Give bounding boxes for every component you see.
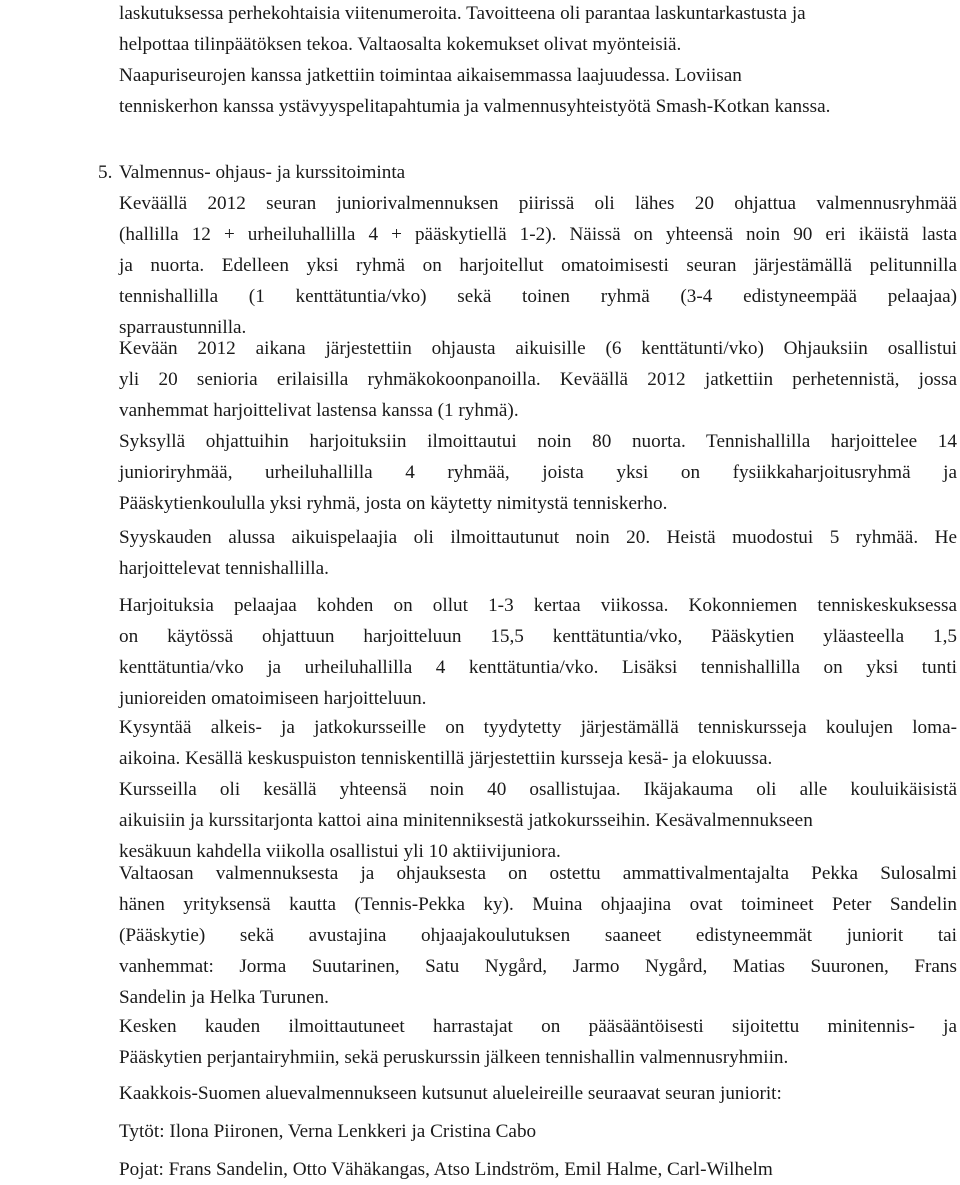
text-line: Syksyllä ohjattuihin harjoituksiin ilmoittautui noin 80 nuorta. Tennishallilla harjoittelee 14	[119, 431, 957, 452]
text-line: Valtaosan valmennuksesta ja ohjauksesta on ostettu ammattivalmentajalta Pekka Sulosalmi	[119, 863, 957, 884]
text-line: Pääskytien perjantairyhmiin, sekä peruskurssin jälkeen tennishallin valmennusryhmiin.	[119, 1047, 789, 1068]
text-line: hänen yrityksensä kautta (Tennis-Pekka ky). Muina ohjaajina ovat toimineet Peter Sandelin	[119, 894, 957, 915]
text-line: (hallilla 12 + urheiluhallilla 4 + pääskytiellä 1-2). Näissä on yhteensä noin 90 eri ikäistä lasta	[119, 224, 957, 245]
text-line: Kursseilla oli kesällä yhteensä noin 40 osallistujaa. Ikäjakauma oli alle kouluikäisistä	[119, 779, 957, 800]
paragraph-autumn-adults	[119, 522, 957, 584]
text-line: Naapuriseurojen kanssa jatkettiin toimintaa aikaisemmassa laajuudessa. Loviisan	[119, 65, 742, 86]
text-line: Kysyntää alkeis- ja jatkokursseille on tyydytetty järjestämällä tenniskursseja koulujen loma-	[119, 717, 957, 738]
text-line: Pääskytienkoululla yksi ryhmä, josta on käytetty nimitystä tenniskerho.	[119, 493, 668, 514]
text-line: Pojat: Frans Sandelin, Otto Vähäkangas, Atso Lindström, Emil Halme, Carl-Wilhelm	[119, 1159, 773, 1180]
text-line: laskutuksessa perhekohtaisia viitenumeroita. Tavoitteena oli parantaa laskuntarkastusta ja	[119, 3, 806, 24]
text-line: tennishallilla (1 kenttätuntia/vko) sekä toinen ryhmä (3-4 edistyneempää pelaajaa)	[119, 286, 957, 307]
text-line: vanhemmat harjoittelivat lastensa kanssa (1 ryhmä).	[119, 400, 519, 421]
paragraph-courses	[119, 712, 957, 867]
paragraph-coaches	[119, 858, 957, 1013]
text-line: Syyskauden alussa aikuispelaajia oli ilmoittautunut noin 20. Heistä muodostui 5 ryhmää. He	[119, 527, 957, 548]
paragraph-junior-groups	[119, 188, 957, 343]
paragraph-boys	[119, 1154, 957, 1185]
text-line: yli 20 senioria erilaisilla ryhmäkokoonpanoilla. Keväällä 2012 jatkettiin perhetennistä, jossa	[119, 369, 957, 390]
text-line: vanhemmat: Jorma Suutarinen, Satu Nygård, Jarmo Nygård, Matias Suuronen, Frans	[119, 956, 957, 977]
section-heading	[98, 157, 405, 188]
paragraph-autumn-enrollment	[119, 426, 957, 519]
text-line: on käytössä ohjattuun harjoitteluun 15,5 kenttätuntia/vko, Pääskytien yläasteella 1,5	[119, 626, 957, 647]
text-line: Sandelin ja Helka Turunen.	[119, 987, 329, 1008]
paragraph-adult-coaching	[119, 333, 957, 426]
intro-paragraph	[119, 0, 957, 60]
text-line: helpottaa tilinpäätöksen tekoa. Valtaosalta kokemukset olivat myönteisiä.	[119, 34, 682, 55]
paragraph-girls	[119, 1116, 957, 1147]
text-line: Keväällä 2012 seuran juniorivalmennuksen piirissä oli lähes 20 ohjattua valmennusryhmää	[119, 193, 957, 214]
text-line: Kesken kauden ilmoittautuneet harrastajat on pääsääntöisesti sijoitettu minitennis- ja	[119, 1016, 957, 1037]
section-number: 5.	[98, 162, 113, 183]
paragraph-regional-coaching	[119, 1078, 957, 1109]
paragraph-late-enrollment	[119, 1011, 957, 1073]
text-line: kenttätuntia/vko ja urheiluhallilla 4 kenttätuntia/vko. Lisäksi tennishallilla on yksi tunti	[119, 657, 957, 678]
paragraph-training-hours	[119, 590, 957, 714]
text-line: sparraustunnilla.	[119, 317, 247, 338]
text-line: Kaakkois-Suomen aluevalmennukseen kutsunut alueleireille seuraavat seuran juniorit:	[119, 1083, 782, 1104]
text-line: Harjoituksia pelaajaa kohden on ollut 1-3 kertaa viikossa. Kokonniemen tenniskeskuksessa	[119, 595, 957, 616]
text-line: harjoittelevat tennishallilla.	[119, 558, 329, 579]
text-line: junioriryhmää, urheiluhallilla 4 ryhmää, joista yksi on fysiikkaharjoitusryhmä ja	[119, 462, 957, 483]
text-line: Kevään 2012 aikana järjestettiin ohjausta aikuisille (6 kenttätunti/vko) Ohjauksiin osallistui	[119, 338, 957, 359]
text-line: ja nuorta. Edelleen yksi ryhmä on harjoitellut omatoimisesti seuran järjestämällä pelitunnilla	[119, 255, 957, 276]
neighbor-clubs-paragraph	[119, 60, 957, 122]
text-line: aikoina. Kesällä keskuspuiston tenniskentillä järjestettiin kursseja kesä- ja elokuussa.	[119, 748, 773, 769]
text-line: aikuisiin ja kurssitarjonta kattoi aina minitenniksestä jatkokursseihin. Kesävalmennukseen	[119, 810, 813, 831]
text-line: tenniskerhon kanssa ystävyyspelitapahtumia ja valmennusyhteistyötä Smash-Kotkan kanssa.	[119, 96, 831, 117]
section-title: Valmennus- ohjaus- ja kurssitoiminta	[119, 162, 406, 183]
text-line: kesäkuun kahdella viikolla osallistui yli 10 aktiivijuniora.	[119, 841, 561, 862]
text-line: junioreiden omatoimiseen harjoitteluun.	[119, 688, 427, 709]
text-line: Tytöt: Ilona Piironen, Verna Lenkkeri ja Cristina Cabo	[119, 1121, 537, 1142]
text-line: (Pääskytie) sekä avustajina ohjaajakoulutuksen saaneet edistyneemmät juniorit tai	[119, 925, 957, 946]
